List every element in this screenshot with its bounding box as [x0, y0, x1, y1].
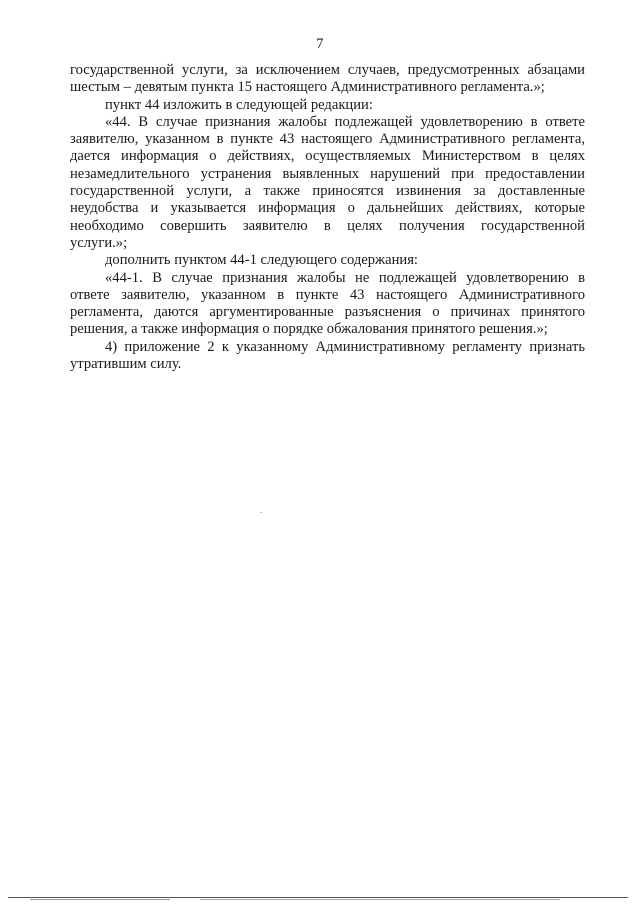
text-line: утратившим силу.: [70, 356, 182, 373]
text-line: заявителю, указанном в пункте 43 настоящего Административного регламента,: [70, 131, 585, 148]
text-line: государственной услуги, за исключением случаев, предусмотренных абзацами: [70, 62, 585, 78]
text-line: регламента, даются аргументированные разъяснения о причинах принятого: [70, 304, 585, 321]
text-line: дается информация о действиях, осуществляемых Министерством в целях: [70, 148, 585, 165]
text-line: ответе заявителю, указанном в пункте 43 настоящего Административного: [70, 286, 585, 303]
document-text: [70, 62, 585, 373]
text-line: пункт 44 изложить в следующей редакции:: [105, 96, 373, 113]
text-line: государственной услуги, а также приносятся извинения за доставленные: [70, 183, 585, 200]
edge-line: [30, 899, 170, 900]
page-number: 7: [316, 36, 324, 52]
text-line: незамедлительного устранения выявленных нарушений при предоставлении: [70, 165, 585, 182]
text-line: 4) приложение 2 к указанному Административному регламенту признать: [105, 338, 585, 355]
text-line: дополнить пунктом 44-1 следующего содержания:: [105, 252, 418, 269]
text-line: решения, а также информация о порядке обжалования принятого решения.»;: [70, 321, 548, 338]
edge-line: [8, 897, 628, 898]
text-line: шестым – девятым пункта 15 настоящего Административного регламента.»;: [70, 79, 545, 96]
text-line: услуги.»;: [70, 234, 128, 251]
scan-bottom-edge: [0, 893, 640, 905]
text-line: «44. В случае признания жалобы подлежащей удовлетворению в ответе: [105, 113, 585, 130]
text-line: неудобства и указывается информация о дальнейших действиях, которые: [70, 200, 585, 217]
text-line: необходимо совершить заявителю в целях получения государственной: [70, 217, 585, 234]
scan-speck: [260, 512, 262, 513]
text-line: «44-1. В случае признания жалобы не подлежащей удовлетворению в: [105, 269, 585, 286]
edge-line: [200, 899, 560, 900]
